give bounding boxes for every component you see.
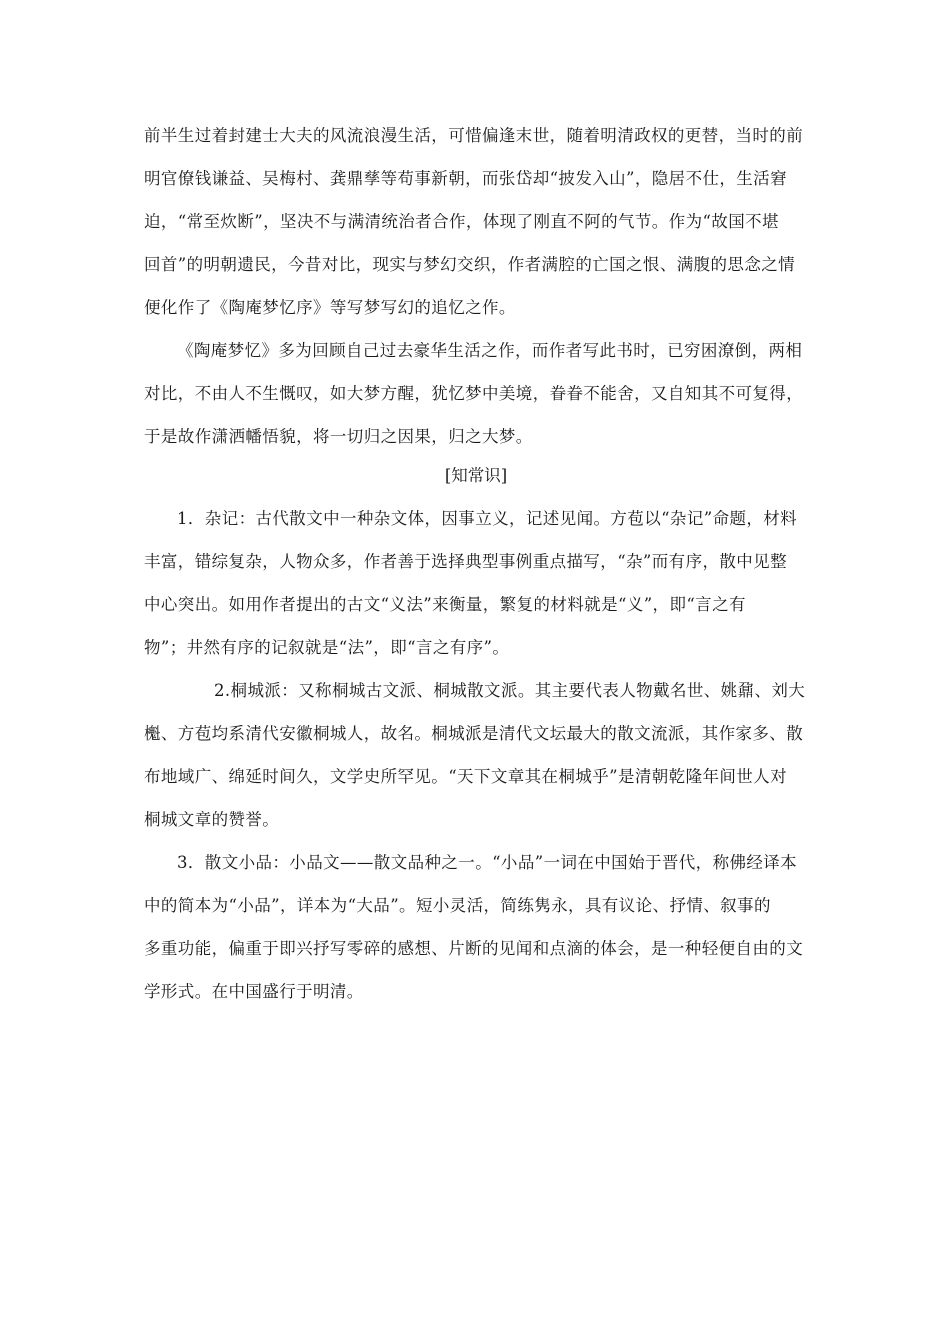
- item-2-line: 櫆、方苞均系清代安徽桐城人，故名。桐城派是清代文坛最大的散文流派，其作家多、散: [144, 724, 804, 743]
- item-2-line: 布地域广、绵延时间久，文学史所罕见。“天下文章其在桐城乎”是清朝乾隆年间世人对: [144, 767, 787, 786]
- item-3-line: 3．散文小品：小品文——散文品种之一。“小品”一词在中国始于晋代，称佛经译本: [177, 853, 798, 872]
- paragraph-2-line: 于是故作潇洒幡悟貌，将一切归之因果，归之大梦。: [144, 427, 533, 446]
- item-1-line: 1．杂记：古代散文中一种杂文体，因事立义，记述见闻。方苞以“杂记”命题，材料: [177, 509, 798, 528]
- section-heading: [知常识]: [444, 466, 508, 485]
- paragraph-1-line: 明官僚钱谦益、吴梅村、龚鼎孳等苟事新朝，而张岱却“披发入山”，隐居不仕，生活窘: [144, 169, 787, 188]
- item-3-line: 学形式。在中国盛行于明清。: [144, 982, 364, 1001]
- paragraph-1-line: 迫，“常至炊断”，坚决不与满清统治者合作，体现了刚直不阿的气节。作为“故国不堪: [144, 212, 779, 231]
- item-3-line: 中的简本为“小品”，详本为“大品”。短小灵活，简练隽永，具有议论、抒情、叙事的: [144, 896, 771, 915]
- item-1-line: 中心突出。如用作者提出的古文“义法”来衡量，繁复的材料就是“义”，即“言之有: [144, 595, 746, 614]
- item-1-line: 丰富，错综复杂，人物众多，作者善于选择典型事例重点描写，“杂”而有序，散中见整: [144, 552, 787, 571]
- item-1-line: 物”；井然有序的记叙就是“法”，即“言之有序”。: [144, 638, 510, 657]
- paragraph-1-line: 前半生过着封建士大夫的风流浪漫生活，可惜偏逢末世，随着明清政权的更替，当时的前: [144, 126, 804, 145]
- paragraph-2-line: 对比，不由人不生慨叹，如大梦方醒，犹忆梦中美境，眷眷不能舍，又自知其不可复得，: [144, 384, 804, 403]
- item-2-line: 2.桐城派：又称桐城古文派、桐城散文派。其主要代表人物戴名世、姚鼐、刘大: [214, 681, 806, 700]
- item-2-line: 桐城文章的赞誉。: [144, 810, 280, 829]
- paragraph-1-line: 回首”的明朝遗民，今昔对比，现实与梦幻交织，作者满腔的亡国之恨、满腹的思念之情: [144, 255, 796, 274]
- paragraph-1-line: 便化作了《陶庵梦忆序》等写梦写幻的追忆之作。: [144, 298, 516, 317]
- paragraph-2-line: 《陶庵梦忆》多为回顾自己过去豪华生活之作，而作者写此书时，已穷困潦倒，两相: [177, 341, 803, 360]
- item-3-line: 多重功能，偏重于即兴抒写零碎的感想、片断的见闻和点滴的体会，是一种轻便自由的文: [144, 939, 804, 958]
